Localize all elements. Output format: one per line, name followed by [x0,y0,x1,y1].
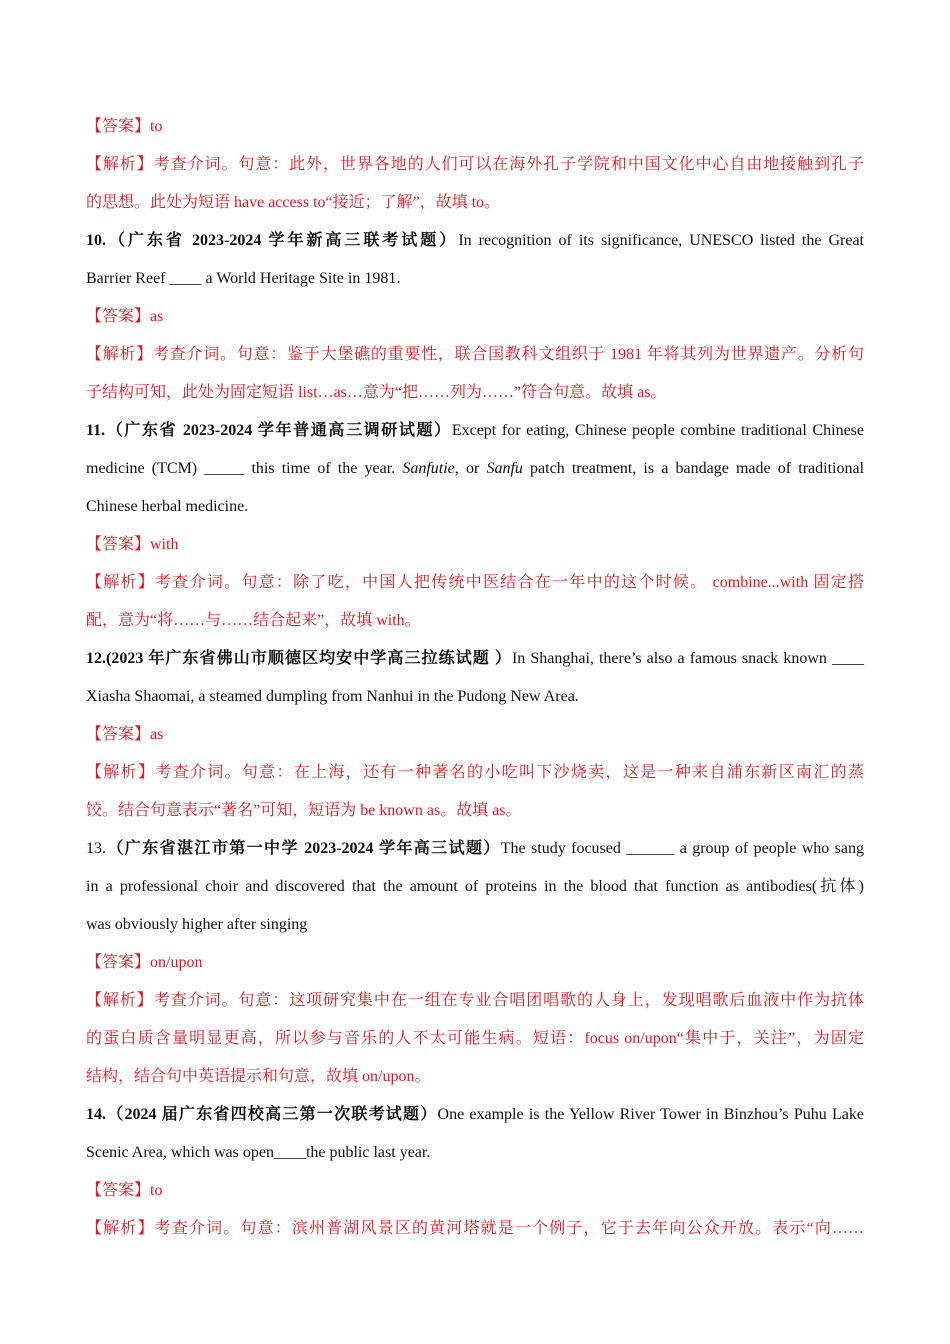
question-text: In Shanghai, there’s also a famous snack known ____ [511,650,864,667]
question-text: was obviously higher after singing [86,916,308,933]
answer-line [86,298,864,336]
analysis-line [86,1058,864,1096]
question-text: The study focused ______ a group of people who sang [500,840,864,857]
answer-label: 【答案】 [86,954,151,971]
analysis-text: 考查介词。句意：滨州普湖风景区的黄河塔就是一个例子，它于去年向公众开放。表示“向…… [154,1220,864,1237]
analysis-text: 考查介词。句意：在上海，还有一种著名的小吃叫下沙烧卖，这是一种来自浦东新区南汇的蒸 [155,764,864,781]
analysis-text: 考查介词。句意：鉴于大堡礁的重要性，联合国教科文组织于 1981 年将其列为世界遗产。分析句 [153,346,864,363]
answer-label: 【答案】 [86,726,151,743]
question-line [86,640,864,678]
question-line [86,1096,864,1134]
analysis-label: 【解析】 [86,574,156,591]
answer-label: 【答案】 [86,536,151,553]
answer-line [86,944,864,982]
analysis-text: 的思想。此处为短语 have access to“接近；了解”，故填 to。 [86,194,501,211]
analysis-text: 饺。结合句意表示“著名”可知，短语为 be known as。故填 as。 [86,802,522,819]
analysis-line [86,564,864,602]
question-line [86,488,864,526]
question-text: Chinese herbal medicine. [86,498,249,515]
analysis-line [86,184,864,222]
question-line [86,260,864,298]
analysis-label: 【解析】 [86,764,156,781]
question-line [86,868,864,906]
answer-line [86,108,864,146]
question-line [86,450,864,488]
answer-line [86,716,864,754]
analysis-label: 【解析】 [86,156,154,173]
analysis-text: 考查介词。句意：这项研究集中在一组在专业合唱团唱歌的人身上，发现唱歌后血液中作为抗体 [153,992,864,1009]
answer-value: to [150,1182,163,1199]
question-line [86,412,864,450]
question-text: In recognition of its significance, UNESCO listed the Great [458,232,864,249]
analysis-line [86,982,864,1020]
answer-line [86,1172,864,1210]
answer-label: 【答案】 [86,1182,151,1199]
question-line [86,830,864,868]
answer-value: on/upon [150,954,203,971]
analysis-line [86,602,864,640]
answer-label: 【答案】 [86,118,151,135]
question-text: One example is the Yellow River Tower in Binzhou’s Puhu Lake [437,1106,864,1123]
analysis-line [86,754,864,792]
question-text: Xiasha Shaomai, a steamed dumpling from Nanhui in the Pudong New Area. [86,688,579,705]
analysis-text: 考查介词。句意：除了吃，中国人把传统中医结合在一年中的这个时候。 combine...with 固定搭 [155,574,864,591]
question-source: 10.（广东省 2023-2024 学年新高三联考试题） [86,232,459,249]
question-text: in a professional choir and discovered that the amount of proteins in the blood that function as antibodies(抗体) [86,878,864,895]
analysis-text: 子结构可知，此处为固定短语 list…as…意为“把……列为……”符合句意。故填 as。 [86,384,667,401]
answer-label: 【答案】 [86,308,151,325]
question-source: 14.（2024 届广东省四校高三第一次联考试题） [86,1106,438,1123]
answer-line [86,526,864,564]
document-page [86,108,864,1248]
question-number: 13. [86,840,106,857]
term-sanfutie: Sanfutie [402,460,455,477]
analysis-line [86,146,864,184]
analysis-text: 考查介词。句意：此外，世界各地的人们可以在海外孔子学院和中国文化中心自由地接触到孔子 [153,156,864,173]
analysis-label: 【解析】 [86,346,154,363]
analysis-line [86,792,864,830]
answer-value: as [150,726,164,743]
analysis-text: 结构，结合句中英语提示和句意，故填 on/upon。 [86,1068,431,1085]
question-source: 11.（广东省 2023-2024 学年普通高三调研试题） [86,422,452,439]
answer-value: with [150,536,179,553]
analysis-line [86,374,864,412]
analysis-text: 配，意为“将……与……结合起来”，故填 with。 [86,612,421,629]
question-text: patch treatment, is a bandage made of traditional [522,460,865,477]
question-source: （广东省湛江市第一中学 2023-2024 学年高三试题） [106,840,501,857]
analysis-line [86,1210,864,1248]
question-text: Except for eating, Chinese people combine traditional Chinese [451,422,864,439]
question-source: 12.(2023 年广东省佛山市顺德区均安中学高三拉练试题 ） [86,650,512,667]
analysis-line [86,1020,864,1058]
question-line [86,906,864,944]
answer-value: as [150,308,164,325]
analysis-text: 的蛋白质含量明显更高，所以参与音乐的人不太可能生病。短语：focus on/upon“集中于，关注”，为固定 [86,1030,864,1047]
analysis-line [86,336,864,374]
question-line [86,222,864,260]
term-sanfu: Sanfu [486,460,523,477]
analysis-label: 【解析】 [86,1220,155,1237]
question-text: medicine (TCM) _____ this time of the year. [86,460,396,477]
question-text: Barrier Reef ____ a World Heritage Site in 1981. [86,270,401,287]
question-text: Scenic Area, which was open____the public last year. [86,1144,431,1161]
question-text: , or [454,460,487,477]
analysis-label: 【解析】 [86,992,154,1009]
question-line [86,678,864,716]
answer-value: to [150,118,163,135]
question-line [86,1134,864,1172]
